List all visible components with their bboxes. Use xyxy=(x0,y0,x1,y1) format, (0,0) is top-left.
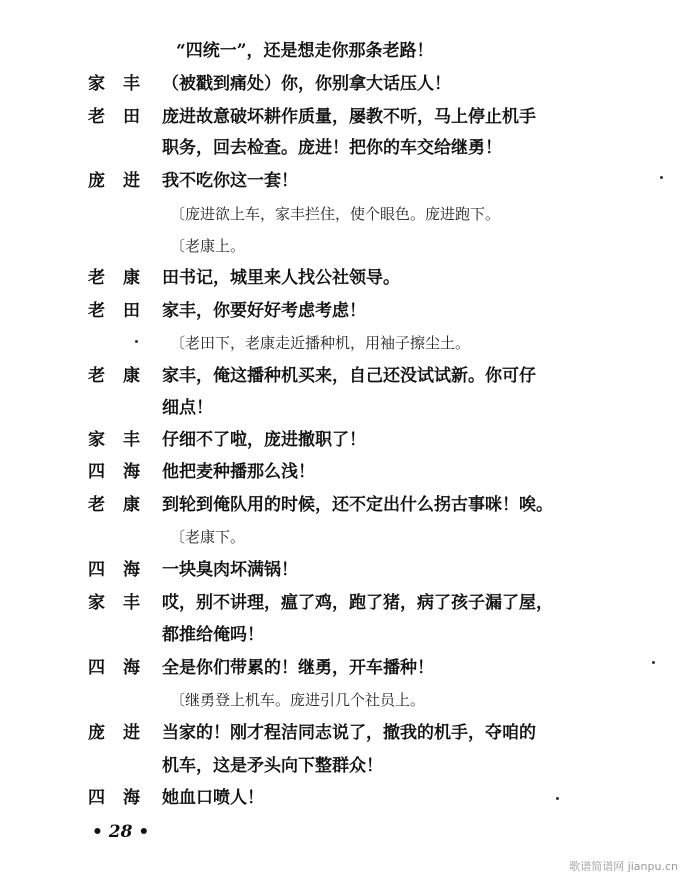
speaker-name: 老田 xyxy=(88,107,158,127)
dialogue-line: 庞进故意破坏耕作质量，屡教不听，马上停止机手 xyxy=(162,107,536,127)
stage-direction: 〔老田下，老康走近播种机，用袖子擦尘土。 xyxy=(170,334,471,352)
speaker-name: 老康 xyxy=(88,366,158,386)
dialogue-line: 哎，别不讲理，瘟了鸡，跑了猪，病了孩子漏了屋， xyxy=(162,593,553,613)
dialogue-line: 全是你们带累的！继勇，开车播种！ xyxy=(162,658,434,678)
speaker-name: 庞进 xyxy=(88,171,158,191)
dialogue-line: 家丰，你要好好考虑考虑！ xyxy=(162,301,366,321)
speaker-name: 老田 xyxy=(88,301,158,321)
scan-speck xyxy=(135,340,138,343)
speaker-name: 老康 xyxy=(88,495,158,515)
dialogue-line: 当家的！刚才程洁同志说了，撤我的机手，夺咱的 xyxy=(162,723,536,743)
dialogue-line: 我不吃你这一套！ xyxy=(162,171,298,191)
dialogue-line: 细点！ xyxy=(162,398,213,418)
dialogue-line: 仔细不了啦，庞进撤职了！ xyxy=(162,430,366,450)
dialogue-line: 机车，这是矛头向下整群众！ xyxy=(162,756,383,776)
dialogue-line: 职务，回去检查。庞进！把你的车交给继勇！ xyxy=(162,138,502,158)
stage-direction: 〔庞进欲上车，家丰拦住，使个眼色。庞进跑下。 xyxy=(170,205,501,223)
speaker-name: 四海 xyxy=(88,658,158,678)
continued-line: “四统一”，还是想走你那条老路！ xyxy=(176,41,434,61)
dialogue-line: 他把麦种播那么浅！ xyxy=(162,462,315,482)
stage-direction: 〔继勇登上机车。庞进引几个社员上。 xyxy=(170,691,426,709)
dialogue-line: 一块臭肉坏满锅！ xyxy=(162,560,298,580)
speaker-name: 庞进 xyxy=(88,723,158,743)
stage-direction: 〔老康下。 xyxy=(170,528,246,546)
dialogue-line: 都推给俺吗！ xyxy=(162,625,264,645)
page-number: • 28 • xyxy=(92,822,150,842)
watermark: 歌谱简谱网 jianpu.cn xyxy=(569,860,678,873)
dialogue-line: 到轮到俺队用的时候，还不定出什么拐古事咪！唉。 xyxy=(162,495,553,515)
dialogue-line: 田书记，城里来人找公社领导。 xyxy=(162,268,400,288)
dialogue-line: 家丰，俺这播种机买来，自己还没试试新。你可仔 xyxy=(162,366,536,386)
scan-speck xyxy=(652,661,655,664)
speaker-name: 四海 xyxy=(88,788,158,808)
stage-direction: 〔老康上。 xyxy=(170,237,246,255)
dialogue-line: （被戳到痛处）你，你别拿大话压人！ xyxy=(162,74,451,94)
speaker-name: 四海 xyxy=(88,560,158,580)
scan-speck xyxy=(660,176,663,179)
speaker-name: 老康 xyxy=(88,268,158,288)
speaker-name: 家丰 xyxy=(88,430,158,450)
speaker-name: 四海 xyxy=(88,462,158,482)
speaker-name: 家丰 xyxy=(88,74,158,94)
dialogue-line: 她血口喷人！ xyxy=(162,788,264,808)
scan-speck xyxy=(556,797,559,800)
speaker-name: 家丰 xyxy=(88,593,158,613)
